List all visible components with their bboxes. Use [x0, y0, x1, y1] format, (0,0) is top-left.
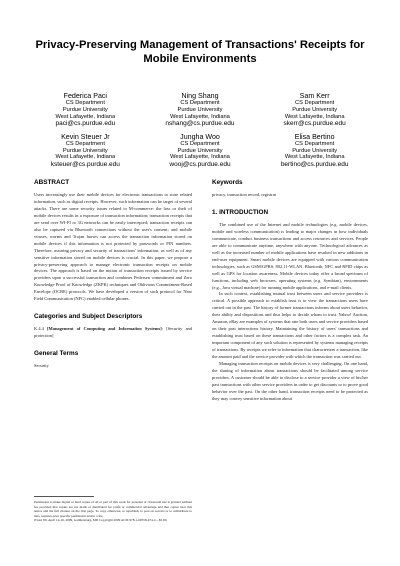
copyright-notice: [34, 496, 192, 523]
author-location: West Lafayette, Indiana: [284, 154, 345, 161]
author-card: [143, 92, 258, 128]
author-organization: Purdue University: [62, 147, 108, 154]
author-email: ksteuer@cs.purdue.edu: [50, 160, 120, 168]
abstract-heading: ABSTRACT: [34, 179, 70, 186]
author-department: CS Department: [65, 141, 105, 148]
author-location: West Lafayette, Indiana: [170, 113, 230, 120]
author-email: nshang@cs.purdue.edu: [165, 120, 235, 128]
author-department: CS Department: [295, 100, 335, 107]
copyright-venue: iTrust '09, April 14-16, 2009, Gaithersburg, MD Copyright 2009 ACM 978-1-60558-474-4 ...$5.00.: [34, 518, 168, 522]
author-organization: Purdue University: [292, 107, 338, 113]
author-email: wooj@cs.purdue.edu: [169, 160, 231, 168]
author-organization: Purdue University: [62, 107, 108, 113]
author-card: [28, 92, 143, 128]
author-email: paci@cs.purdue.edu: [55, 120, 116, 128]
paper-title: Privacy-Preserving Management of Transactions' Receipts for Mobile Environments: [35, 39, 365, 65]
author-card: [257, 133, 372, 169]
copyright-rule: [34, 496, 94, 497]
categories-text: [34, 326, 192, 340]
author-name: Kevin Steuer Jr: [61, 132, 110, 141]
author-organization: Purdue University: [177, 107, 223, 113]
introduction-heading: 1. INTRODUCTION: [212, 208, 269, 216]
abstract-text: Users increasingly use their mobile devices for electronic transactions to store related information, such as digital receipts. However, such information can be target of several attacks. There are some security issues related to M-commerce: the loss or theft of mobile devices results in a exposure of transaction information; transaction receipts that are send over WI-FI or 3G networks can be easily intercepted; transaction receipts can also be captured via Bluetooth connections without the user's consent; and mobile viruses, worms and Trojan horses can access the transaction information stored on mobile devices if this information is not protected by passwords or PIN numbers. Therefore, assuring privacy and security of transactions' information, as well as of any sensitive information stored on mobile devices is crucial. In this paper, we propose a privacy-preserving approach to manage electronic transaction receipts on mobile devices. The approach is based on the notion of transaction receipts issued by service providers upon a successful transaction and combines Pedersen commitment and Zero Knowledge Proof of Knowledge (ZKPK) techniques and Oblivious Commitment-Based Envelope (OCBE) protocols. We have developed a version of such protocol for Near Field Communication (NFC) enabled cellular phones.: [34, 192, 192, 302]
author-organization: Purdue University: [177, 147, 223, 154]
category-bold: [Management of Computing and Information Systems]: [47, 326, 162, 332]
general-terms-heading: General Terms: [34, 350, 79, 358]
author-location: West Lafayette, Indiana: [170, 154, 230, 161]
category-code: K.4.4: [34, 326, 44, 332]
author-name: Sam Kerr: [299, 92, 330, 100]
intro-paragraph: The combined use of the Internet and mobile technologies (e.g. mobile devices, mobile and wireless communication) is leading to major changes in how individuals communicate, conduct business transactions and access resources and services. People are able to communicate anytime, anywhere with anyone. Technological advances as well as the increased number of mobile applications have resulted in new additions in end-user equipment. Smart mobile devices are equipped with various communication technologies, such as GSM/GPRS, 802.11-WLAN, Bluetooth, NFC and RFID chips as well as GPS for location awareness. Mobile devices today offer a broad spectrum of functions, including web browsers, operating systems (e.g. Symbian), environments (e.g., Java virtual machine) for running mobile applications, and e-mail clients.: [212, 221, 368, 290]
author-card: [28, 133, 143, 169]
keywords-text: privacy, transaction record, registrar: [212, 192, 277, 197]
general-terms-text: Security: [34, 363, 49, 369]
author-name: Elisa Bertino: [294, 132, 335, 141]
left-column: [34, 179, 192, 370]
author-location: West Lafayette, Indiana: [55, 154, 116, 161]
author-email: skerr@cs.purdue.edu: [283, 120, 346, 128]
author-name: Ning Shang: [181, 92, 219, 100]
author-location: West Lafayette, Indiana: [55, 113, 116, 120]
author-department: CS Department: [180, 100, 220, 107]
author-email: bertino@cs.purdue.edu: [280, 160, 349, 168]
right-column: [212, 179, 368, 403]
intro-paragraph: In such context, establishing mutual trust between users and service providers is critical. A possible approach to establish trust is to view the transactions users have carried out in the past. The history of former transactions informs about users behavior, their ability and dispositions and thus helps to decide whom to trust. Yahoo! Auction, Amazon, eBay are examples of systems that rate both users and service providers based on their past interactions history. Maintaining the history of users' transactions and establishing trust based on these transactions and other factors is a complex task. An important component of any such solution is represented by systems managing receipts of transactions. By receipts we refer to information that characterizes a transaction, like the amount paid and the service provider with which the transaction was carried out.: [212, 291, 368, 360]
categories-heading: Categories and Subject Descriptors: [34, 313, 143, 321]
author-card: [257, 92, 372, 128]
intro-paragraph: Managing transaction receipts on mobile devices is very challenging. On one hand, the sharing of information about transactions should be facilitated among service providers. A customer should be able to disclose to a service provider a view of his/her past transactions with other service providers in order to get discounts or to prove good behavior over the past. On the other hand, transaction receipts need to be protected as they may convey sensitive information about: [212, 361, 368, 401]
copyright-text: Permission to make digital or hard copies of all or part of this work for personal or classroom use is granted without fee provided that copies are not made or distributed for profit or commercial advantage and that copies bear this notice and the full citation on the first page. To copy otherwise, to republish, to post on servers or to redistribute to lists, requires prior specific permission and/or a fee.: [34, 500, 192, 518]
author-block: [28, 92, 372, 169]
category-rest: : [Security and protection]: [34, 326, 192, 339]
author-department: CS Department: [180, 141, 220, 148]
author-name: Federica Paci: [63, 92, 108, 100]
author-department: CS Department: [295, 141, 335, 148]
author-name: Jungha Woo: [180, 132, 220, 141]
author-department: CS Department: [65, 100, 105, 107]
author-organization: Purdue University: [292, 147, 338, 154]
author-location: West Lafayette, Indiana: [284, 113, 345, 120]
keywords-heading: Keywords: [212, 179, 243, 186]
author-card: [143, 133, 258, 169]
